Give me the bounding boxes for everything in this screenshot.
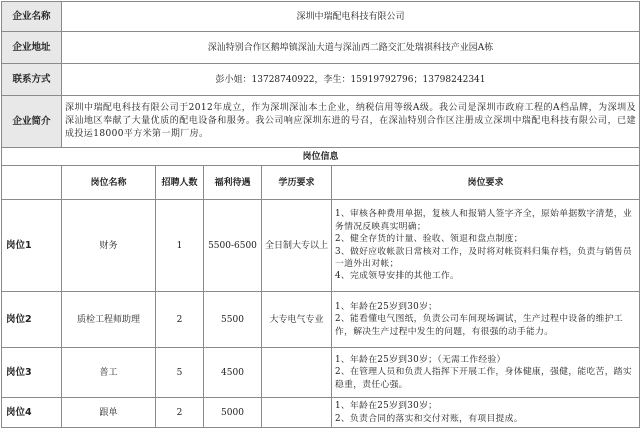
job-requirements	[332, 398, 640, 428]
header-headcount: 招聘人数	[156, 166, 204, 200]
job-row-label: 岗位3	[2, 348, 62, 398]
job-salary: 5500-6500	[204, 200, 262, 292]
job-headcount: 1	[156, 200, 204, 292]
header-job-name: 岗位名称	[62, 166, 156, 200]
job-row-label: 岗位4	[2, 398, 62, 428]
requirement-line: 2、健全存货的计量、验收、领退和盘点制度；	[335, 234, 523, 245]
job-row-label: 岗位1	[2, 200, 62, 292]
job-salary: 5500	[204, 292, 262, 348]
company-address-label: 企业地址	[2, 32, 62, 64]
job-education	[262, 398, 332, 428]
job-name: 普工	[62, 348, 156, 398]
requirement-line: 1、审核各种费用单据，复核人和报销人签字齐全，原始单据数字清楚，业务情况反映真实明确；	[335, 209, 632, 232]
company-address: 深汕特别合作区鹅埠镇深汕大道与深汕西二路交汇处瑞祺科技产业园A栋	[62, 32, 640, 64]
requirement-line: 2、负责合同的落实和交付对账，有项目提成。	[335, 413, 523, 424]
job-headcount: 5	[156, 348, 204, 398]
requirement-line: 1、年龄在25岁到30岁；	[335, 401, 438, 412]
header-requirements: 岗位要求	[332, 166, 640, 200]
job-row-4	[2, 398, 640, 428]
requirement-line: 1、年龄在25岁到30岁；	[335, 301, 438, 312]
job-headcount: 2	[156, 398, 204, 428]
job-education	[262, 348, 332, 398]
job-name: 财务	[62, 200, 156, 292]
job-row-3	[2, 348, 640, 398]
job-education: 大专电气专业	[262, 292, 332, 348]
job-requirements	[332, 292, 640, 348]
company-name-row	[2, 2, 640, 32]
company-name: 深圳中瑞配电科技有限公司	[62, 2, 640, 32]
job-salary: 4500	[204, 348, 262, 398]
company-intro-label: 企业简介	[2, 96, 62, 148]
job-row-label: 岗位2	[2, 292, 62, 348]
job-requirements	[332, 348, 640, 398]
company-name-label: 企业名称	[2, 2, 62, 32]
requirement-line: 2、在管理人员和负责人指挥下开展工作，身体健康，强健，能吃苦，踏实稳重，责任心强。	[335, 367, 632, 390]
requirement-line: 4、完成领导安排的其他工作。	[335, 271, 460, 282]
job-requirements	[332, 200, 640, 292]
jobs-title-row	[2, 148, 640, 166]
job-name: 跟单	[62, 398, 156, 428]
requirement-line: 2、能看懂电气图纸，负责公司车间现场调试，生产过程中设备的维护工作，解决生产过程中发生的问题，有很强的动手能力。	[335, 314, 623, 337]
job-education: 全日制大专以上	[262, 200, 332, 292]
recruitment-table	[1, 1, 640, 428]
job-row-2	[2, 292, 640, 348]
job-name: 质检工程师助理	[62, 292, 156, 348]
header-benefits: 福利待遇	[204, 166, 262, 200]
requirement-line: 1、年龄在25岁到30岁；（无需工作经验）	[335, 354, 506, 365]
job-salary: 5000	[204, 398, 262, 428]
company-address-row	[2, 32, 640, 64]
requirement-line: 3、做好应收帐款日常核对工作，及时将对帐资料归集存档，负责与销售员一道外出对帐；	[335, 246, 632, 269]
contact-info: 彭小姐：13728740922，李生：15919792796；13798242341	[62, 64, 640, 96]
header-blank	[2, 166, 62, 200]
job-row-1	[2, 200, 640, 292]
company-intro: 深圳中瑞配电科技有限公司于2012年成立，作为深圳深汕本土企业，纳税信用等级A级。我公司是深圳市政府工程的A档品牌，为深圳及深汕地区奉献了大量优质的配电设备和服务。我公司响应深圳东进的号召，在深汕特别合作区注册成立深圳中瑞配电科技有限公司，已建成投运18000平方米第一期厂房。	[62, 96, 640, 148]
contact-label: 联系方式	[2, 64, 62, 96]
jobs-section-title: 岗位信息	[2, 148, 640, 166]
job-headcount: 2	[156, 292, 204, 348]
intro-row	[2, 96, 640, 148]
contact-row	[2, 64, 640, 96]
header-education: 学历要求	[262, 166, 332, 200]
jobs-header-row	[2, 166, 640, 200]
